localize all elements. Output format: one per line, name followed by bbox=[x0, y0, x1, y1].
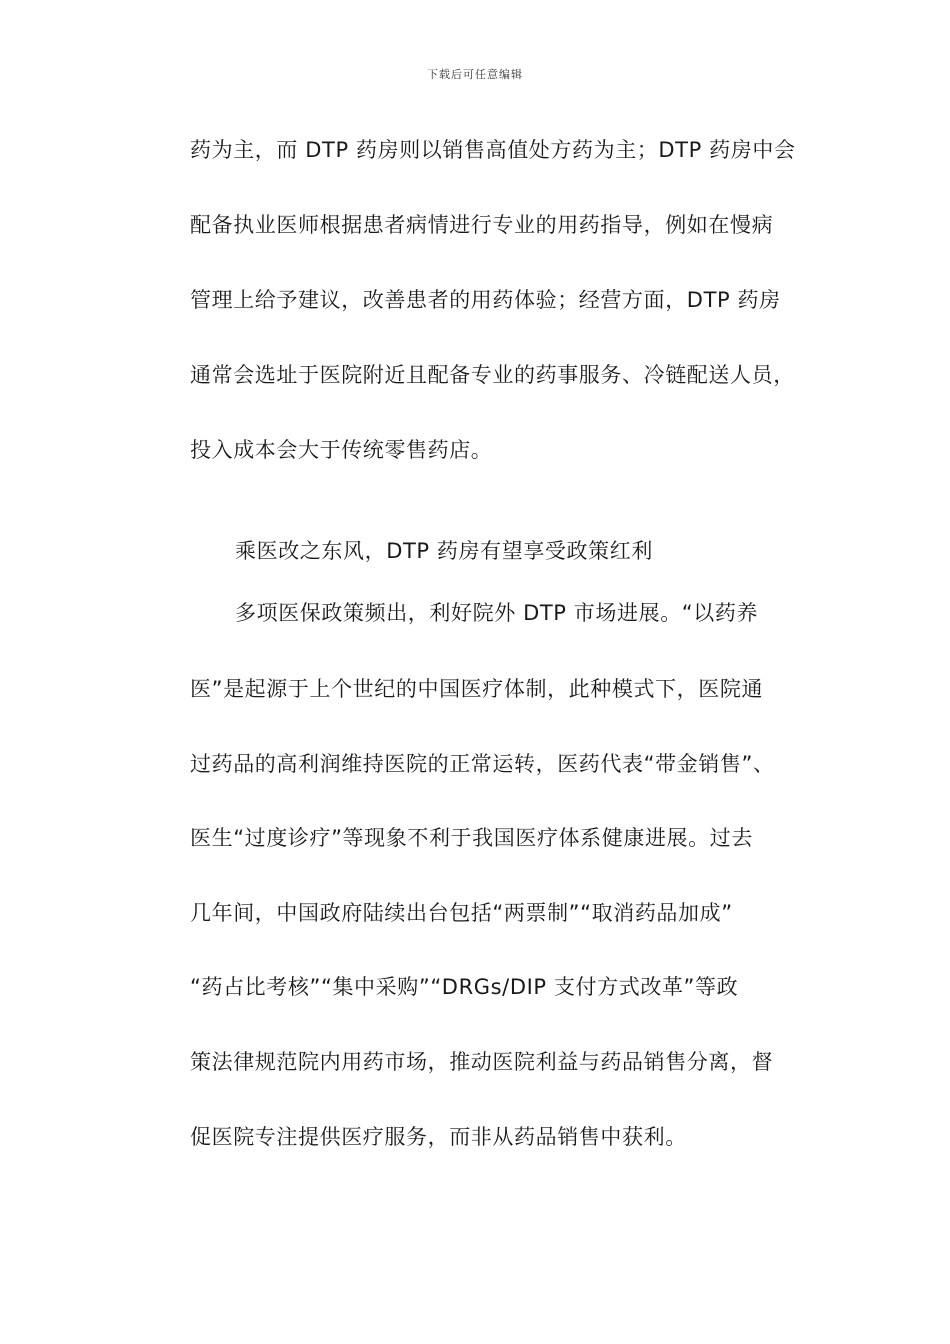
paragraph-2-line: 促医院专注提供医疗服务，而非从药品销售中获利。 bbox=[190, 1125, 687, 1149]
paragraph-1-line: 药为主，而 DTP 药房则以销售高值处方药为主；DTP 药房中会 bbox=[190, 138, 796, 162]
paragraph-2-line: 医”是起源于上个世纪的中国医疗体制，此种模式下，医院通 bbox=[190, 677, 764, 701]
section-heading: 乘医改之东风，DTP 药房有望享受政策红利 bbox=[235, 539, 653, 563]
paragraph-2-line: 多项医保政策频出，利好院外 DTP 市场进展。“以药养 bbox=[235, 601, 759, 625]
paragraph-2-line: 过药品的高利润维持医院的正常运转，医药代表“带金销售”、 bbox=[190, 752, 775, 776]
paragraph-1-line: 通常会选址于医院附近且配备专业的药事服务、冷链配送人员， bbox=[190, 363, 795, 387]
paragraph-1-line: 管理上给予建议，改善患者的用药体验；经营方面，DTP 药房 bbox=[190, 288, 781, 312]
paragraph-2-line: 医生“过度诊疗”等现象不利于我国医疗体系健康进展。过去 bbox=[190, 826, 753, 850]
page-header: 下载后可任意编辑 bbox=[427, 68, 523, 81]
paragraph-2-line: 几年间，中国政府陆续出台包括“两票制”“取消药品加成” bbox=[190, 901, 733, 925]
paragraph-1-line: 配备执业医师根据患者病情进行专业的用药指导，例如在慢病 bbox=[190, 213, 774, 237]
paragraph-2-line: 策法律规范院内用药市场，推动医院利益与药品销售分离，督 bbox=[190, 1050, 774, 1074]
paragraph-1-line: 投入成本会大于传统零售药店。 bbox=[190, 438, 493, 462]
paragraph-2-line: “药占比考核”“集中采购”“DRGs/DIP 支付方式改革”等政 bbox=[190, 975, 739, 999]
